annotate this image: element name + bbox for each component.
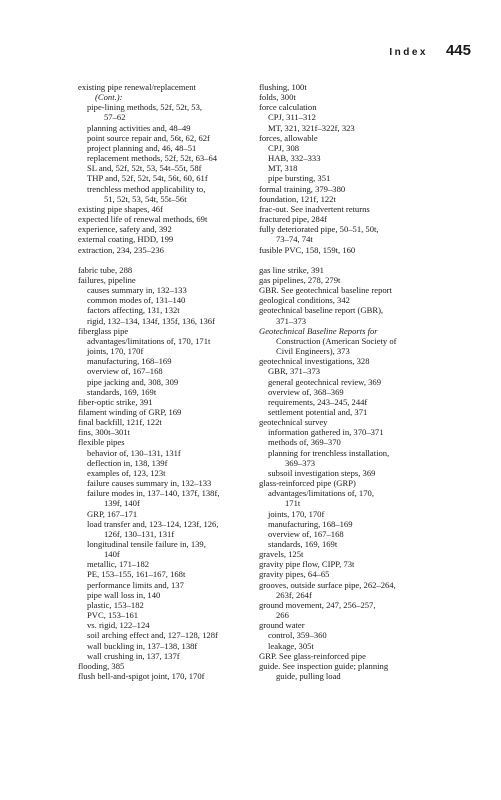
index-subentry: vs. rigid, 122–124: [87, 620, 150, 631]
index-entry: flexible pipes: [78, 437, 125, 448]
index-subentry: settlement potential and, 371: [268, 406, 368, 417]
index-entry: existing pipe shapes, 46f: [78, 203, 163, 214]
index-entry: foundation, 121f, 122t: [259, 193, 336, 204]
index-subentry: GBR, 371–373: [268, 366, 321, 377]
index-subentry: methods of, 369–370: [268, 437, 341, 448]
index-entry: ground movement, 247, 256–257,: [259, 599, 376, 610]
index-subentry: MT, 321, 321f–322f, 323: [268, 122, 355, 133]
index-subentry: subsoil investigation steps, 369: [268, 467, 376, 478]
index-subentry: THP and, 52f, 52t, 54t, 56t, 60, 61f: [87, 173, 208, 184]
index-entry: frac-out. See inadvertent returns: [259, 203, 370, 214]
index-subentry: point source repair and, 56t, 62, 62f: [87, 132, 210, 143]
index-subentry: causes summary in, 132–133: [87, 285, 187, 296]
index-entry: experience, safety and, 392: [78, 224, 172, 235]
index-subentry: 140f: [104, 549, 120, 560]
index-subentry: HAB, 332–333: [268, 153, 321, 164]
index-entry: filament winding of GRP, 169: [78, 406, 182, 417]
index-subentry: 266: [276, 610, 289, 621]
page-header: [389, 42, 471, 59]
index-entry: ground water: [259, 620, 305, 631]
index-subentry: 139f, 140f: [104, 498, 140, 509]
index-entry: force calculation: [259, 102, 317, 113]
index-subentry: SL and, 52f, 52t, 53, 54t–55t, 58f: [87, 163, 202, 174]
index-subentry: metallic, 171–182: [87, 559, 150, 570]
index-subentry: manufacturing, 168–169: [87, 356, 172, 367]
index-entry: geotechnical baseline report (GBR),: [259, 305, 384, 316]
index-entry: fins, 300t–301t: [78, 427, 131, 438]
index-subentry: overview of, 167–168: [268, 528, 344, 539]
index-subentry: replacement methods, 52f, 52t, 63–64: [87, 153, 218, 164]
index-subentry: wall crushing in, 137, 137f: [87, 650, 180, 661]
index-entry: glass-reinforced pipe (GRP): [259, 478, 356, 489]
index-entry: failures, pipeline: [78, 274, 136, 285]
index-subentry: control, 359–360: [268, 630, 327, 641]
index-subentry: performance limits and, 137: [87, 579, 184, 590]
index-entry: gas line strike, 391: [259, 264, 324, 275]
index-subentry: 57–62: [104, 112, 126, 123]
letter-group-divider: [78, 255, 246, 265]
page-number: 445: [445, 42, 471, 59]
index-subentry: common modes of, 131–140: [87, 295, 186, 306]
index-entry: flooding, 385: [78, 660, 125, 671]
index-subentry: deflection in, 138, 139f: [87, 457, 168, 468]
index-subentry: standards, 169, 169t: [268, 539, 338, 550]
index-subentry: plastic, 153–182: [87, 599, 144, 610]
index-entry: gravels, 125t: [259, 549, 304, 560]
index-subentry: pipe-lining methods, 52f, 52t, 53,: [87, 102, 203, 113]
index-subentry: planning for trenchless installation,: [268, 447, 390, 458]
index-subentry: CPJ, 311–312: [268, 112, 316, 123]
index-entry: fiber-optic strike, 391: [78, 396, 153, 407]
index-subentry: trenchless method applicability to,: [87, 183, 206, 194]
index-subentry: longitudinal tensile failure in, 139,: [87, 539, 206, 550]
index-entry: gravity pipe flow, CIPP, 73t: [259, 559, 355, 570]
index-entry: fusible PVC, 158, 159t, 160: [259, 244, 356, 255]
index-subentry: advantages/limitations of, 170, 171t: [87, 335, 211, 346]
index-column-right: [259, 82, 449, 681]
index-subentry: 369–373: [285, 457, 316, 468]
index-entry: fabric tube, 288: [78, 264, 133, 275]
index-subentry: load transfer and, 123–124, 123f, 126,: [87, 518, 219, 529]
index-entry: existing pipe renewal/replacement: [78, 82, 196, 92]
index-subentry: overview of, 167–168: [87, 366, 163, 377]
index-subentry: joints, 170, 170f: [87, 346, 144, 357]
index-subentry: 73–74, 74t: [276, 234, 313, 245]
index-entry: flushing, 100t: [259, 82, 307, 92]
index-subentry: PE, 153–155, 161–167, 168t: [87, 569, 186, 580]
index-subentry: soil arching effect and, 127–128, 128f: [87, 630, 218, 641]
index-subentry: wall buckling in, 137–138, 138f: [87, 640, 198, 651]
index-entry: GRP. See glass-reinforced pipe: [259, 650, 366, 661]
index-entry: GBR. See geotechnical baseline report: [259, 285, 392, 296]
index-entry: external coating, HDD, 199: [78, 234, 174, 245]
index-subentry: 371–373: [276, 315, 307, 326]
index-entry: gravity pipes, 64–65: [259, 569, 330, 580]
index-subentry: Construction (American Society of: [276, 335, 397, 346]
index-subentry: project planning and, 46, 48–51: [87, 142, 197, 153]
index-subentry: failure causes summary in, 132–133: [87, 478, 212, 489]
index-entry: formal training, 379–380: [259, 183, 346, 194]
index-entry: Geotechnical Baseline Reports for: [259, 325, 378, 336]
index-subentry: overview of, 368–369: [268, 386, 344, 397]
index-subentry: general geotechnical review, 369: [268, 376, 382, 387]
index-subentry: failure modes in, 137–140, 137f, 138f,: [87, 488, 220, 499]
index-subentry: manufacturing, 168–169: [268, 518, 353, 529]
index-subentry: GRP, 167–171: [87, 508, 138, 519]
index-entry: geological conditions, 342: [259, 295, 350, 306]
index-subentry: pipe jacking and, 308, 309: [87, 376, 179, 387]
index-entry: grooves, outside surface pipe, 262–264,: [259, 579, 396, 590]
index-subentry: guide, pulling load: [276, 671, 341, 682]
index-subentry: pipe bursting, 351: [268, 173, 331, 184]
index-subentry: joints, 170, 170f: [268, 508, 325, 519]
index-entry: expected life of renewal methods, 69t: [78, 214, 208, 225]
index-entry: fiberglass pipe: [78, 325, 129, 336]
running-head: Index: [389, 47, 428, 58]
index-subentry: 126f, 130–131, 131f: [104, 528, 175, 539]
index-subentry: standards, 169, 169t: [87, 386, 157, 397]
index-subentry: advantages/limitations of, 170,: [268, 488, 374, 499]
index-entry: extraction, 234, 235–236: [78, 244, 164, 255]
index-subentry: 171t: [285, 498, 301, 509]
index-subentry: leakage, 305t: [268, 640, 314, 651]
index-subentry: (Cont.):: [95, 92, 123, 103]
index-column-left: [78, 82, 246, 681]
index-subentry: examples of, 123, 123t: [87, 467, 166, 478]
index-entry: final backfill, 121f, 122t: [78, 417, 162, 428]
index-subentry: rigid, 132–134, 134f, 135f, 136, 136f: [87, 315, 215, 326]
index-subentry: planning activities and, 48–49: [87, 122, 191, 133]
index-entry: geotechnical investigations, 328: [259, 356, 370, 367]
index-entry: fractured pipe, 284f: [259, 214, 328, 225]
index-subentry: Civil Engineers), 373: [276, 346, 350, 357]
letter-group-divider: [259, 255, 449, 265]
index-entry: fully deteriorated pipe, 50–51, 50t,: [259, 224, 379, 235]
index-subentry: CPJ, 308: [268, 142, 300, 153]
index-subentry: PVC, 153–161: [87, 610, 139, 621]
index-entry: gas pipelines, 278, 279t: [259, 274, 341, 285]
index-entry: geotechnical survey: [259, 417, 328, 428]
index-subentry: information gathered in, 370–371: [268, 427, 384, 438]
index-subentry: 263f, 264f: [276, 589, 312, 600]
index-subentry: factors affecting, 131, 132t: [87, 305, 180, 316]
index-subentry: behavior of, 130–131, 131f: [87, 447, 181, 458]
index-entry: folds, 300t: [259, 92, 296, 103]
index-entry: forces, allowable: [259, 132, 318, 143]
index-subentry: 51, 52t, 53, 54t, 55t–56t: [104, 193, 187, 204]
index-entry: flush bell-and-spigot joint, 170, 170f: [78, 671, 205, 682]
index-subentry: MT, 318: [268, 163, 298, 174]
index-subentry: requirements, 243–245, 244f: [268, 396, 368, 407]
index-entry: guide. See inspection guide; planning: [259, 660, 389, 671]
index-subentry: pipe wall loss in, 140: [87, 589, 161, 600]
